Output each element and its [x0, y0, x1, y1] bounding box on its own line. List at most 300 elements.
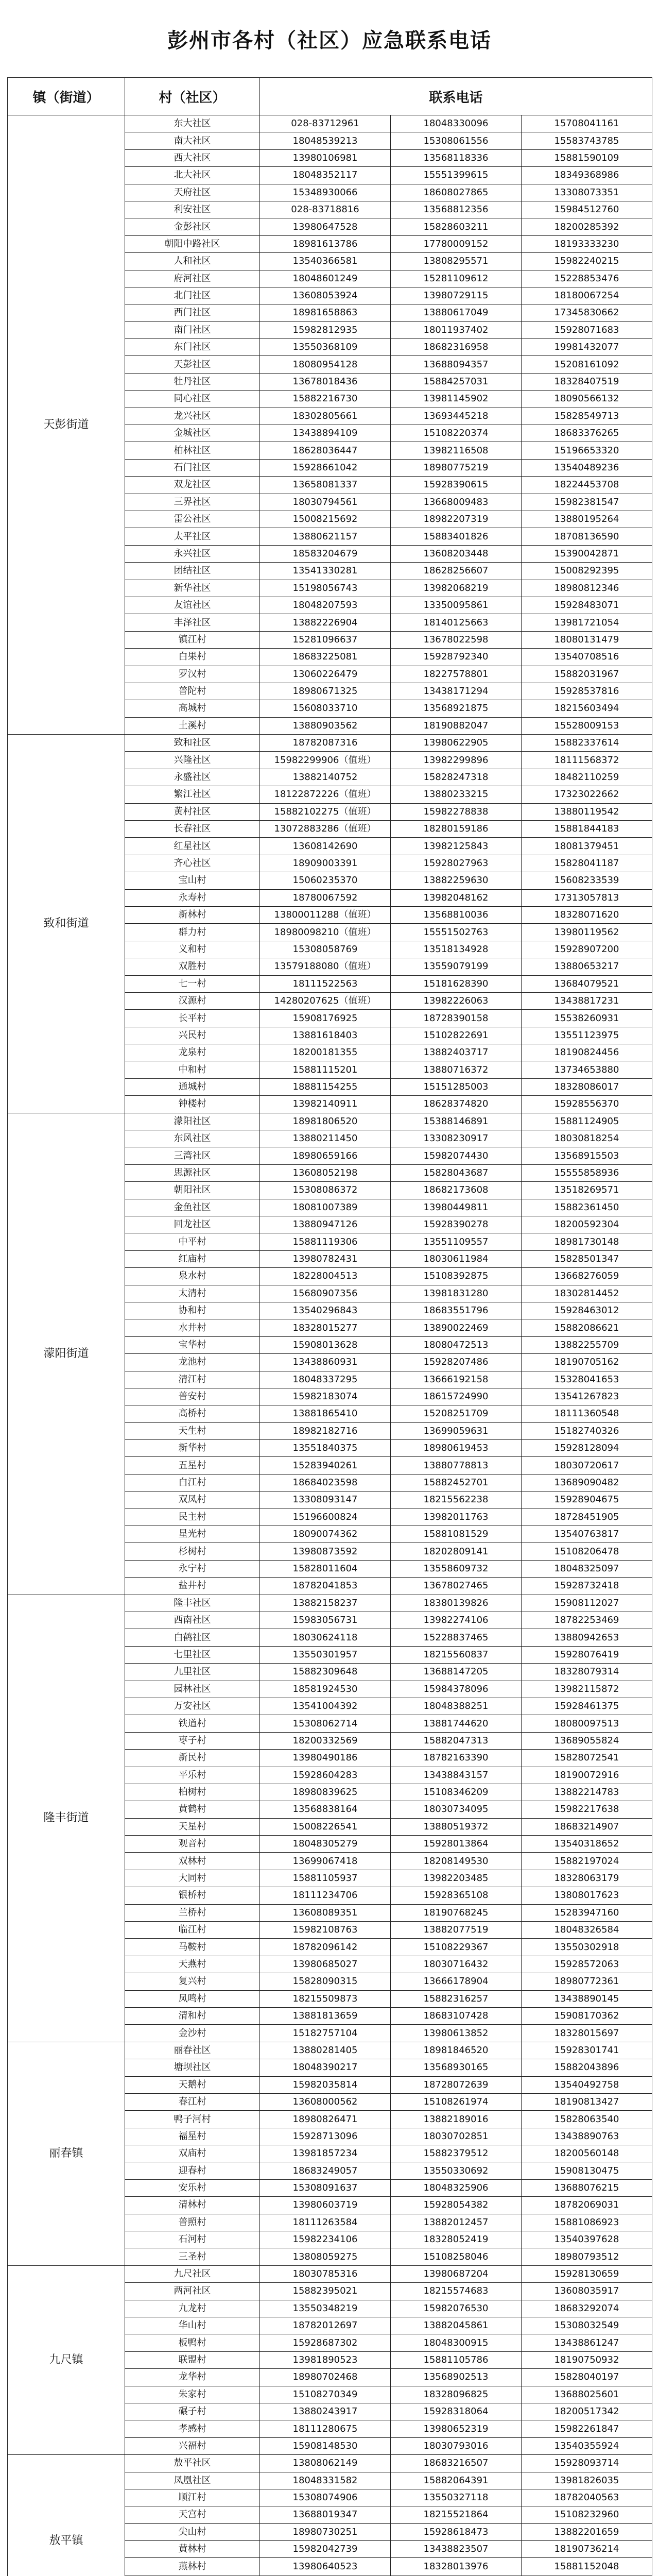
- phone-cell-2: 15181628390: [391, 975, 522, 992]
- phone-cell-1: 15198056743: [260, 580, 391, 597]
- phone-cell-3: 13308073351: [522, 184, 652, 201]
- phone-cell-2: 15828603211: [391, 218, 522, 235]
- village-name: 利安社区: [125, 201, 260, 218]
- phone-cell-2: 18011937402: [391, 321, 522, 338]
- phone-cell-1: 15308074906: [260, 2489, 391, 2506]
- phone-cell-1: 18048390217: [260, 2059, 391, 2076]
- phone-cell-2: 13678022598: [391, 631, 522, 648]
- phone-cell-3: 15928130659: [522, 2265, 652, 2282]
- village-name: 齐心社区: [125, 855, 260, 872]
- phone-cell-3: 15928301741: [522, 2042, 652, 2059]
- village-name: 友谊社区: [125, 597, 260, 614]
- phone-cell-1: 18981613786: [260, 235, 391, 252]
- phone-cell-3: 15928463012: [522, 1302, 652, 1319]
- phone-cell-2: 15881105786: [391, 2351, 522, 2368]
- phone-cell-3: 13882255709: [522, 1336, 652, 1353]
- phone-cell-2: 13438823507: [391, 2541, 522, 2558]
- phone-cell-1: 13678018436: [260, 373, 391, 390]
- phone-cell-1: 13980106981: [260, 149, 391, 166]
- phone-cell-3: 18981730148: [522, 1233, 652, 1250]
- phone-cell-1: 13699067418: [260, 1853, 391, 1870]
- phone-cell-2: 13982048162: [391, 889, 522, 906]
- phone-cell-3: 15882086621: [522, 1319, 652, 1336]
- phone-cell-2: 13688094357: [391, 356, 522, 373]
- phone-cell-1: 18328015277: [260, 1319, 391, 1336]
- phone-cell-3: 15528009153: [522, 717, 652, 734]
- village-name: 西南社区: [125, 1612, 260, 1629]
- phone-cell-1: 18782041853: [260, 1578, 391, 1595]
- phone-cell-2: 13568902513: [391, 2369, 522, 2386]
- phone-cell-1: 18215509873: [260, 1990, 391, 2007]
- phone-cell-3: 18200285392: [522, 218, 652, 235]
- phone-cell-1: 18111234706: [260, 1887, 391, 1904]
- phone-cell-1: 18048305279: [260, 1836, 391, 1853]
- village-name: 春江村: [125, 2093, 260, 2110]
- phone-cell-3: 15908112027: [522, 1595, 652, 1612]
- phone-cell-2: 17780009152: [391, 235, 522, 252]
- phone-cell-1: 18030785316: [260, 2265, 391, 2282]
- phone-cell-1: 13568838164: [260, 1801, 391, 1818]
- village-name: 顺江村: [125, 2489, 260, 2506]
- village-name: 龙泉村: [125, 1044, 260, 1061]
- village-name: 石门社区: [125, 459, 260, 476]
- phone-cell-1: 18980826471: [260, 2111, 391, 2128]
- phone-cell-2: 13881744620: [391, 1715, 522, 1732]
- phone-cell-2: 18190882047: [391, 717, 522, 734]
- village-name: 协和村: [125, 1302, 260, 1319]
- phone-cell-3: 18200517342: [522, 2403, 652, 2420]
- phone-cell-3: 18048325097: [522, 1560, 652, 1577]
- phone-cell-2: 13880716372: [391, 1061, 522, 1078]
- phone-cell-3: 15928556370: [522, 1096, 652, 1113]
- village-name: 人和社区: [125, 253, 260, 270]
- village-name: 普陀村: [125, 683, 260, 700]
- phone-cell-3: 18782040563: [522, 2489, 652, 2506]
- phone-cell-3: 13684079521: [522, 975, 652, 992]
- phone-cell-1: 18780067592: [260, 889, 391, 906]
- village-name: 南门社区: [125, 321, 260, 338]
- phone-cell-3: 18328079314: [522, 1664, 652, 1681]
- village-name: 凤鸣村: [125, 1990, 260, 2007]
- phone-cell-3: 13880195264: [522, 511, 652, 528]
- phone-cell-1: 18048207593: [260, 597, 391, 614]
- village-name: 塘坝社区: [125, 2059, 260, 2076]
- phone-cell-1: 13980640523: [260, 2558, 391, 2575]
- phone-cell-3: 17345830662: [522, 304, 652, 321]
- village-name: 马鞍村: [125, 1939, 260, 1956]
- phone-cell-3: 15708041161: [522, 115, 652, 132]
- phone-cell-2: 13568930165: [391, 2059, 522, 2076]
- village-name: 黄村社区: [125, 803, 260, 820]
- phone-cell-3: 18080097513: [522, 1715, 652, 1732]
- village-name: 福星村: [125, 2128, 260, 2145]
- phone-cell-1: 15182757104: [260, 2025, 391, 2042]
- phone-cell-2: 13980613852: [391, 2025, 522, 2042]
- phone-cell-2: 18980619453: [391, 1440, 522, 1457]
- phone-cell-1: 13308093147: [260, 1492, 391, 1509]
- village-name: 金彭社区: [125, 218, 260, 235]
- phone-cell-1: 18980730251: [260, 2523, 391, 2540]
- village-name: 兰桥村: [125, 1904, 260, 1921]
- phone-cell-2: 18682173608: [391, 1182, 522, 1199]
- phone-cell-2: 18981846520: [391, 2042, 522, 2059]
- phone-cell-1: 18200332569: [260, 1732, 391, 1749]
- phone-cell-1: 13980685027: [260, 1956, 391, 1973]
- phone-cell-1: 13438894109: [260, 425, 391, 442]
- village-name: 回龙社区: [125, 1216, 260, 1233]
- phone-cell-3: 17313057813: [522, 889, 652, 906]
- phone-cell-2: 13666178904: [391, 1973, 522, 1990]
- table-row: [8, 735, 652, 752]
- phone-cell-2: 13982274106: [391, 1612, 522, 1629]
- phone-cell-1: 13980647528: [260, 218, 391, 235]
- village-name: 双凤村: [125, 1492, 260, 1509]
- phone-cell-2: 18682316958: [391, 339, 522, 356]
- phone-cell-1: 13980873592: [260, 1543, 391, 1560]
- phone-cell-2: 13568812356: [391, 201, 522, 218]
- phone-cell-1: 18683225081: [260, 649, 391, 666]
- village-name: 鸭子河村: [125, 2111, 260, 2128]
- phone-cell-2: 15984378096: [391, 1681, 522, 1698]
- phone-cell-1: 13800011288（值班）: [260, 906, 391, 923]
- phone-cell-2: 15882047313: [391, 1732, 522, 1749]
- village-name: 星光村: [125, 1526, 260, 1543]
- phone-cell-2: 13982011763: [391, 1509, 522, 1526]
- phone-cell-1: 13880903562: [260, 717, 391, 734]
- phone-cell-3: 18980772361: [522, 1973, 652, 1990]
- phone-cell-3: 13688076215: [522, 2179, 652, 2196]
- village-name: 普照村: [125, 2214, 260, 2231]
- village-name: 复兴村: [125, 1973, 260, 1990]
- village-name: 天星村: [125, 1818, 260, 1835]
- village-name: 永兴社区: [125, 545, 260, 562]
- village-name: 九尺社区: [125, 2265, 260, 2282]
- phone-cell-3: 13882201659: [522, 2523, 652, 2540]
- phone-cell-1: 18111263584: [260, 2214, 391, 2231]
- phone-cell-1: 18583204679: [260, 545, 391, 562]
- phone-cell-1: 18030624118: [260, 1629, 391, 1646]
- phone-cell-2: 13558609732: [391, 1560, 522, 1577]
- phone-cell-2: 18380139826: [391, 1595, 522, 1612]
- phone-cell-1: 15982234106: [260, 2231, 391, 2248]
- phone-cell-3: 13540397628: [522, 2231, 652, 2248]
- village-name: 兴民村: [125, 1027, 260, 1044]
- phone-cell-3: 19981432077: [522, 339, 652, 356]
- phone-cell-2: 13980687204: [391, 2265, 522, 2282]
- phone-cell-2: 13438843157: [391, 1767, 522, 1784]
- village-name: 天生村: [125, 1422, 260, 1439]
- phone-cell-2: 15551399615: [391, 167, 522, 184]
- phone-cell-1: 18628036447: [260, 442, 391, 459]
- phone-cell-3: 13689090482: [522, 1474, 652, 1491]
- phone-cell-2: 13982226063: [391, 992, 522, 1009]
- phone-cell-3: 18328063179: [522, 1870, 652, 1887]
- phone-cell-1: 15281096637: [260, 631, 391, 648]
- phone-cell-3: 18349368986: [522, 167, 652, 184]
- phone-cell-1: 18980659166: [260, 1147, 391, 1164]
- phone-cell-2: 13350095861: [391, 597, 522, 614]
- phone-cell-2: 18048325906: [391, 2179, 522, 2196]
- village-name: 清和村: [125, 2007, 260, 2024]
- village-name: 宝华村: [125, 1336, 260, 1353]
- village-name: 府河社区: [125, 270, 260, 287]
- village-name: 板鸭村: [125, 2334, 260, 2351]
- town-cell: 丽春镇: [8, 2042, 125, 2265]
- phone-cell-1: 15982183074: [260, 1388, 391, 1405]
- contacts-table: [7, 77, 652, 2576]
- phone-cell-2: 15551502763: [391, 924, 522, 941]
- village-name: 金鱼社区: [125, 1199, 260, 1216]
- village-name: 牡丹社区: [125, 373, 260, 390]
- phone-cell-1: 13980603719: [260, 2197, 391, 2214]
- phone-cell-1: 13608142690: [260, 838, 391, 855]
- phone-cell-3: 15982261847: [522, 2420, 652, 2437]
- phone-cell-3: 15928461375: [522, 1698, 652, 1715]
- phone-cell-3: 15828063540: [522, 2111, 652, 2128]
- phone-cell-3: 15882337614: [522, 735, 652, 752]
- phone-cell-2: 13981145902: [391, 391, 522, 408]
- phone-cell-1: 18981806520: [260, 1113, 391, 1130]
- phone-cell-3: 15583743785: [522, 132, 652, 149]
- phone-cell-1: 028-83712961: [260, 115, 391, 132]
- village-name: 汉源村: [125, 992, 260, 1009]
- header-row: [8, 78, 652, 115]
- phone-cell-3: 15881086923: [522, 2214, 652, 2231]
- phone-cell-1: 13608053924: [260, 287, 391, 304]
- village-name: 金沙村: [125, 2025, 260, 2042]
- phone-cell-3: 13982115872: [522, 1681, 652, 1698]
- phone-cell-1: 18122872226（值班）: [260, 786, 391, 803]
- phone-cell-2: 18215574683: [391, 2283, 522, 2300]
- phone-cell-3: 18224453708: [522, 477, 652, 494]
- phone-cell-2: 18030702851: [391, 2128, 522, 2145]
- phone-cell-2: 15982074430: [391, 1147, 522, 1164]
- phone-cell-3: 13980119562: [522, 924, 652, 941]
- phone-cell-3: 15881124905: [522, 1113, 652, 1130]
- phone-cell-3: 15982217638: [522, 1801, 652, 1818]
- village-name: 水井村: [125, 1319, 260, 1336]
- phone-cell-3: 15390042871: [522, 545, 652, 562]
- phone-cell-2: 18683216507: [391, 2455, 522, 2472]
- phone-cell-3: 18180067254: [522, 287, 652, 304]
- village-name: 朝阳社区: [125, 1182, 260, 1199]
- phone-cell-2: 13308230917: [391, 1130, 522, 1147]
- village-name: 碾子村: [125, 2403, 260, 2420]
- village-name: 红星社区: [125, 838, 260, 855]
- phone-cell-1: 13688019347: [260, 2506, 391, 2523]
- phone-cell-2: 15388146891: [391, 1113, 522, 1130]
- phone-cell-1: 13658081337: [260, 477, 391, 494]
- phone-cell-1: 15983056731: [260, 1612, 391, 1629]
- table-row: [8, 2042, 652, 2059]
- village-name: 黄林村: [125, 2541, 260, 2558]
- village-name: 繁江社区: [125, 786, 260, 803]
- phone-cell-1: 13881618403: [260, 1027, 391, 1044]
- phone-cell-3: 15928907200: [522, 941, 652, 958]
- phone-cell-2: 15928390278: [391, 1216, 522, 1233]
- town-cell: 天彭街道: [8, 115, 125, 735]
- phone-cell-3: 18081379451: [522, 838, 652, 855]
- village-name: 南大社区: [125, 132, 260, 149]
- phone-cell-1: 13981890523: [260, 2351, 391, 2368]
- phone-cell-1: 13880281405: [260, 2042, 391, 2059]
- phone-cell-1: 18782012697: [260, 2317, 391, 2334]
- phone-cell-1: 13882158237: [260, 1595, 391, 1612]
- table-row: [8, 1595, 652, 1612]
- phone-cell-1: 15928713096: [260, 2128, 391, 2145]
- village-name: 龙兴社区: [125, 408, 260, 425]
- phone-cell-1: 15882309648: [260, 1664, 391, 1681]
- phone-cell-2: 18328096825: [391, 2386, 522, 2403]
- village-name: 朝阳中路社区: [125, 235, 260, 252]
- village-name: 黄鹤村: [125, 1801, 260, 1818]
- phone-cell-1: 13579188080（值班）: [260, 958, 391, 975]
- header-village: 村（社区）: [125, 78, 260, 115]
- phone-cell-2: 18328052419: [391, 2231, 522, 2248]
- village-name: 双林村: [125, 1853, 260, 1870]
- phone-cell-1: 15308058769: [260, 941, 391, 958]
- phone-cell-1: 18090074362: [260, 1526, 391, 1543]
- table-row: [8, 115, 652, 132]
- phone-cell-3: 13981721054: [522, 614, 652, 631]
- phone-cell-3: 15182740326: [522, 1422, 652, 1439]
- village-name: 泉水村: [125, 1268, 260, 1285]
- village-name: 团结社区: [125, 563, 260, 580]
- phone-cell-1: 15283940261: [260, 1457, 391, 1474]
- phone-cell-3: 15882197024: [522, 1853, 652, 1870]
- phone-cell-1: 18081007389: [260, 1199, 391, 1216]
- phone-cell-1: 13881865410: [260, 1405, 391, 1422]
- phone-cell-1: 18881154255: [260, 1078, 391, 1095]
- phone-cell-2: 18628374820: [391, 1096, 522, 1113]
- phone-cell-3: 15008292395: [522, 563, 652, 580]
- phone-cell-2: 18190768245: [391, 1904, 522, 1921]
- phone-cell-3: 15828072541: [522, 1750, 652, 1767]
- village-name: 新林村: [125, 906, 260, 923]
- town-cell: 敖平镇: [8, 2455, 125, 2576]
- phone-cell-3: 15308032549: [522, 2317, 652, 2334]
- phone-cell-1: 15982299906（值班）: [260, 752, 391, 769]
- village-name: 双胜村: [125, 958, 260, 975]
- village-name: 敖平社区: [125, 2455, 260, 2472]
- phone-cell-3: 15982240215: [522, 253, 652, 270]
- village-name: 北门社区: [125, 287, 260, 304]
- village-name: 濛阳社区: [125, 1113, 260, 1130]
- phone-cell-3: 15538260931: [522, 1010, 652, 1027]
- phone-cell-1: 13550368109: [260, 339, 391, 356]
- phone-cell-2: 15882064391: [391, 2472, 522, 2489]
- phone-cell-2: 15828247318: [391, 769, 522, 786]
- phone-cell-1: 15348930066: [260, 184, 391, 201]
- phone-cell-1: 13541330281: [260, 563, 391, 580]
- village-name: 尖山村: [125, 2523, 260, 2540]
- phone-cell-1: 18981658863: [260, 304, 391, 321]
- phone-cell-3: 15881590109: [522, 149, 652, 166]
- phone-cell-2: 18782163390: [391, 1750, 522, 1767]
- phone-cell-2: 15208251709: [391, 1405, 522, 1422]
- phone-cell-3: 15208161092: [522, 356, 652, 373]
- phone-cell-1: 13882140752: [260, 769, 391, 786]
- phone-cell-2: 13882077519: [391, 1922, 522, 1939]
- phone-cell-2: 13551109557: [391, 1233, 522, 1250]
- phone-cell-1: 13880621157: [260, 528, 391, 545]
- phone-cell-3: 18190736214: [522, 2541, 652, 2558]
- phone-cell-1: 18080954128: [260, 356, 391, 373]
- phone-cell-2: 18030793016: [391, 2437, 522, 2454]
- phone-cell-3: 13540708516: [522, 649, 652, 666]
- phone-cell-3: 18728451905: [522, 1509, 652, 1526]
- phone-cell-3: 15928572063: [522, 1956, 652, 1973]
- village-name: 兴隆社区: [125, 752, 260, 769]
- phone-cell-2: 18683551796: [391, 1302, 522, 1319]
- phone-cell-3: 13882214783: [522, 1784, 652, 1801]
- phone-cell-2: 15882379512: [391, 2145, 522, 2162]
- phone-cell-1: 15928687302: [260, 2334, 391, 2351]
- phone-cell-2: 13882259630: [391, 872, 522, 889]
- phone-cell-1: 13550301957: [260, 1646, 391, 1663]
- phone-cell-3: 15608233539: [522, 872, 652, 889]
- village-name: 同心社区: [125, 391, 260, 408]
- phone-cell-2: 15308061556: [391, 132, 522, 149]
- village-name: 永盛社区: [125, 769, 260, 786]
- phone-cell-1: 15908148530: [260, 2437, 391, 2454]
- phone-cell-1: 18980702468: [260, 2369, 391, 2386]
- village-name: 朱家村: [125, 2386, 260, 2403]
- phone-cell-2: 13890022469: [391, 1319, 522, 1336]
- phone-cell-1: 18980098210（值班）: [260, 924, 391, 941]
- village-name: 天宫村: [125, 2506, 260, 2523]
- phone-cell-1: 13880947126: [260, 1216, 391, 1233]
- village-name: 高桥村: [125, 1405, 260, 1422]
- phone-cell-3: 18048326584: [522, 1922, 652, 1939]
- phone-cell-1: 13608000562: [260, 2093, 391, 2110]
- phone-cell-3: 18190813427: [522, 2093, 652, 2110]
- phone-cell-2: 13880778813: [391, 1457, 522, 1474]
- phone-cell-2: 13518134928: [391, 941, 522, 958]
- phone-cell-3: 13550302918: [522, 1939, 652, 1956]
- village-name: 丰泽社区: [125, 614, 260, 631]
- village-name: 安乐村: [125, 2179, 260, 2196]
- phone-cell-2: 13982125843: [391, 838, 522, 855]
- phone-cell-1: 15008215692: [260, 511, 391, 528]
- phone-cell-1: 18982182716: [260, 1422, 391, 1439]
- village-name: 中和村: [125, 1061, 260, 1078]
- phone-cell-1: 18048352117: [260, 167, 391, 184]
- phone-cell-3: 18193333230: [522, 235, 652, 252]
- village-name: 镇江村: [125, 631, 260, 648]
- phone-cell-2: 13880617049: [391, 304, 522, 321]
- phone-cell-2: 13568921875: [391, 700, 522, 717]
- phone-cell-1: 15982042739: [260, 2541, 391, 2558]
- phone-cell-2: 18628256607: [391, 563, 522, 580]
- phone-cell-3: 13608035917: [522, 2283, 652, 2300]
- phone-cell-1: 18048331582: [260, 2472, 391, 2489]
- phone-cell-1: 13438860931: [260, 1354, 391, 1371]
- phone-cell-2: 13882012457: [391, 2214, 522, 2231]
- phone-cell-2: 15928054382: [391, 2197, 522, 2214]
- phone-cell-3: 15882361450: [522, 1199, 652, 1216]
- phone-cell-1: 13608052198: [260, 1164, 391, 1181]
- village-name: 天府社区: [125, 184, 260, 201]
- village-name: 七里社区: [125, 1646, 260, 1663]
- village-name: 清江村: [125, 1371, 260, 1388]
- phone-cell-3: 15196653320: [522, 442, 652, 459]
- phone-cell-3: 18030720617: [522, 1457, 652, 1474]
- phone-cell-2: 13880519372: [391, 1818, 522, 1835]
- phone-cell-2: 18280159186: [391, 821, 522, 838]
- phone-cell-3: 15828501347: [522, 1250, 652, 1267]
- village-name: 西大社区: [125, 149, 260, 166]
